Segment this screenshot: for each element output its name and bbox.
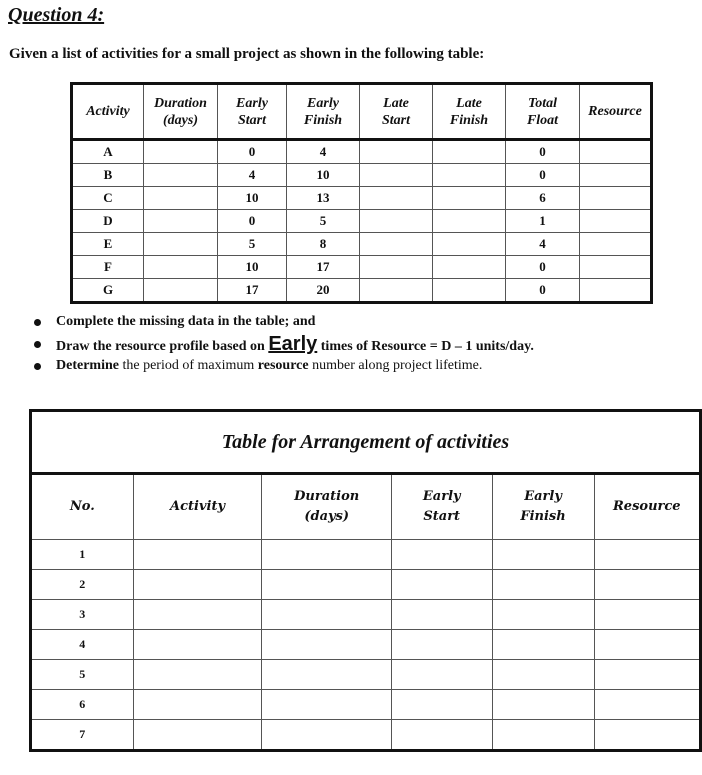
cell-activity: [133, 600, 262, 630]
cell-activity: [133, 660, 262, 690]
cell-tf: 0: [506, 279, 580, 303]
cell-ls: [360, 233, 433, 256]
cell-es: [391, 660, 492, 690]
header-duration: Duration (days): [262, 474, 392, 540]
cell-duration: [144, 279, 218, 303]
instruction-item: Determine the period of maximum resource number along project lifetime.: [28, 355, 534, 377]
cell-ls: [360, 210, 433, 233]
cell-duration: [144, 164, 218, 187]
cell-lf: [433, 164, 506, 187]
cell-es: [391, 720, 492, 751]
cell-resource: [580, 233, 652, 256]
arrangement-header-row: [31, 474, 701, 540]
cell-duration: [144, 256, 218, 279]
cell-tf: 0: [506, 164, 580, 187]
header-late-finish: Late Finish: [433, 84, 506, 140]
header-resource: Resource: [580, 84, 652, 140]
cell-duration: [144, 187, 218, 210]
cell-no: 4: [31, 630, 134, 660]
table-row: [31, 690, 701, 720]
cell-ef: [492, 660, 594, 690]
cell-activity: B: [72, 164, 144, 187]
cell-duration: [262, 690, 392, 720]
instructions-list: [28, 311, 534, 377]
cell-duration: [262, 720, 392, 751]
activities-header-row: [72, 84, 652, 140]
cell-ef: 13: [287, 187, 360, 210]
question-title: Question 4:: [8, 4, 105, 26]
cell-resource: [580, 187, 652, 210]
cell-ef: 10: [287, 164, 360, 187]
instruction-item: Complete the missing data in the table; and: [28, 311, 534, 333]
cell-tf: 1: [506, 210, 580, 233]
header-resource: Resource: [594, 474, 700, 540]
table-row: [72, 279, 652, 303]
cell-ef: [492, 690, 594, 720]
cell-tf: 4: [506, 233, 580, 256]
table-row: [72, 140, 652, 164]
cell-resource: [580, 210, 652, 233]
cell-activity: D: [72, 210, 144, 233]
cell-ls: [360, 187, 433, 210]
cell-ef: [492, 540, 594, 570]
cell-es: 17: [218, 279, 287, 303]
header-early-finish: Early Finish: [287, 84, 360, 140]
cell-resource: [594, 690, 700, 720]
header-early-finish: Early Finish: [492, 474, 594, 540]
cell-ls: [360, 279, 433, 303]
cell-activity: [133, 570, 262, 600]
cell-resource: [580, 164, 652, 187]
cell-no: 3: [31, 600, 134, 630]
cell-activity: E: [72, 233, 144, 256]
table-row: [72, 256, 652, 279]
table-row: [72, 187, 652, 210]
cell-ls: [360, 256, 433, 279]
cell-duration: [262, 540, 392, 570]
instruction-item: Draw the resource profile based on Early times of Resource = D – 1 units/day.: [28, 333, 534, 355]
header-early-start: Early Start: [218, 84, 287, 140]
cell-resource: [594, 660, 700, 690]
cell-resource: [580, 140, 652, 164]
table-row: [72, 164, 652, 187]
cell-activity: [133, 630, 262, 660]
cell-no: 1: [31, 540, 134, 570]
cell-activity: [133, 540, 262, 570]
header-no: No.: [31, 474, 134, 540]
cell-ef: [492, 570, 594, 600]
bullet-icon: [34, 341, 41, 348]
cell-activity: A: [72, 140, 144, 164]
header-early-start: Early Start: [391, 474, 492, 540]
cell-es: [391, 570, 492, 600]
table-row: [31, 660, 701, 690]
cell-lf: [433, 140, 506, 164]
cell-ef: [492, 600, 594, 630]
cell-resource: [580, 256, 652, 279]
cell-es: [391, 600, 492, 630]
cell-lf: [433, 187, 506, 210]
cell-activity: [133, 690, 262, 720]
arrangement-table-caption: Table for Arrangement of activities: [31, 411, 701, 474]
cell-tf: 6: [506, 187, 580, 210]
cell-lf: [433, 256, 506, 279]
cell-ef: 5: [287, 210, 360, 233]
cell-duration: [262, 600, 392, 630]
cell-resource: [594, 720, 700, 751]
cell-es: 10: [218, 187, 287, 210]
header-duration: Duration (days): [144, 84, 218, 140]
cell-tf: 0: [506, 256, 580, 279]
table-row: [31, 630, 701, 660]
cell-lf: [433, 279, 506, 303]
cell-es: 0: [218, 140, 287, 164]
cell-ls: [360, 140, 433, 164]
cell-ef: [492, 630, 594, 660]
cell-resource: [594, 600, 700, 630]
cell-activity: C: [72, 187, 144, 210]
cell-es: [391, 630, 492, 660]
cell-es: 10: [218, 256, 287, 279]
cell-no: 7: [31, 720, 134, 751]
cell-es: 0: [218, 210, 287, 233]
cell-ef: 4: [287, 140, 360, 164]
cell-lf: [433, 210, 506, 233]
header-late-start: Late Start: [360, 84, 433, 140]
cell-activity: F: [72, 256, 144, 279]
cell-ef: 8: [287, 233, 360, 256]
bullet-icon: [34, 319, 41, 326]
cell-no: 5: [31, 660, 134, 690]
cell-ef: [492, 720, 594, 751]
cell-ef: 17: [287, 256, 360, 279]
cell-duration: [144, 210, 218, 233]
cell-ef: 20: [287, 279, 360, 303]
cell-lf: [433, 233, 506, 256]
cell-ls: [360, 164, 433, 187]
cell-duration: [262, 630, 392, 660]
table-row: [72, 233, 652, 256]
cell-no: 2: [31, 570, 134, 600]
header-activity: Activity: [133, 474, 262, 540]
cell-es: [391, 690, 492, 720]
cell-resource: [594, 540, 700, 570]
table-row: [72, 210, 652, 233]
arrangement-table: [29, 409, 702, 752]
cell-duration: [144, 233, 218, 256]
cell-activity: [133, 720, 262, 751]
cell-resource: [594, 630, 700, 660]
cell-es: 5: [218, 233, 287, 256]
table-row: [31, 600, 701, 630]
header-total-float: Total Float: [506, 84, 580, 140]
cell-activity: G: [72, 279, 144, 303]
bullet-icon: [34, 363, 41, 370]
activities-table: [70, 82, 653, 304]
cell-resource: [580, 279, 652, 303]
cell-no: 6: [31, 690, 134, 720]
header-activity: Activity: [72, 84, 144, 140]
table-row: [31, 540, 701, 570]
intro-text: Given a list of activities for a small project as shown in the following table:: [9, 46, 485, 62]
cell-es: 4: [218, 164, 287, 187]
table-row: [31, 720, 701, 751]
cell-duration: [262, 570, 392, 600]
cell-duration: [262, 660, 392, 690]
cell-tf: 0: [506, 140, 580, 164]
table-row: [31, 570, 701, 600]
cell-resource: [594, 570, 700, 600]
cell-duration: [144, 140, 218, 164]
cell-es: [391, 540, 492, 570]
